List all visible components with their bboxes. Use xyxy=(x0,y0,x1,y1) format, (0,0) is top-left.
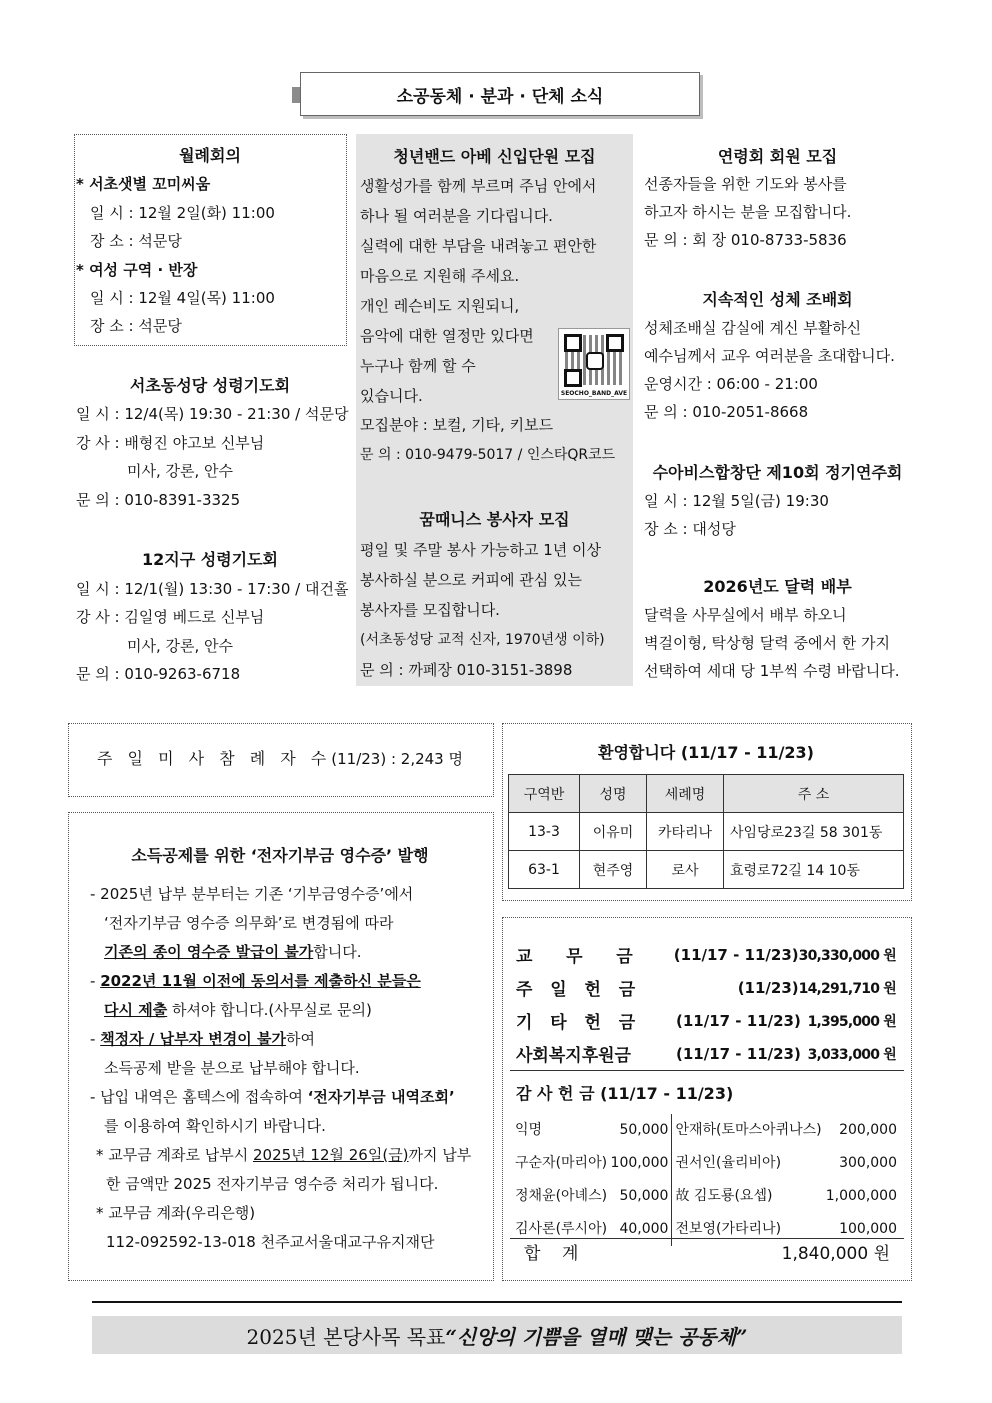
table-cell: 카타리나 xyxy=(647,813,724,851)
volunteer-line: 봉사자를 모집합니다. xyxy=(360,601,500,619)
tax-bullet-4: - 납입 내역은 홈텍스에 접속하여 ‘전자기부금 내역조회’ xyxy=(90,1088,455,1106)
elder-group-title: 연령회 회원 모집 xyxy=(717,147,838,166)
youth-band-line: 누구나 함께 할 수 xyxy=(360,357,476,375)
volunteer-line: 평일 및 주말 봉사 가능하고 1년 이상 xyxy=(360,541,602,559)
donor-name: 권서인(율리비아) xyxy=(675,1155,782,1171)
attendance xyxy=(68,745,492,773)
adoration-line: 운영시간 : 06:00 - 21:00 xyxy=(644,375,818,393)
table-cell: 13-3 xyxy=(509,813,580,851)
table-row xyxy=(509,813,904,851)
instagram-icon xyxy=(586,352,604,370)
donor-name: 故 김도룡(요셉) xyxy=(675,1188,773,1204)
seocho-prayer-speaker: 강 사 : 배형진 야고보 신부님 xyxy=(76,434,265,452)
qr-caption: SEOCHO_BAND_AVE xyxy=(560,390,628,397)
elder-group-line: 선종자들을 위한 기도와 봉사를 xyxy=(644,175,847,193)
monthly-meeting-title: 월례회의 xyxy=(179,146,241,165)
youth-band-line: 개인 레슨비도 지원되니, xyxy=(360,297,520,315)
welcome-table xyxy=(508,774,904,889)
total-divider xyxy=(510,1238,904,1239)
youth-band-title: 청년밴드 아베 신입단원 모집 xyxy=(393,147,596,166)
donor-amount: 100,000 xyxy=(839,1221,897,1237)
table-row xyxy=(514,1147,898,1180)
tax-bullet-3-cont: 소득공제 받을 분으로 납부해야 합니다. xyxy=(104,1059,360,1077)
instagram-qr-code[interactable] xyxy=(558,328,630,400)
table-cell: 이유미 xyxy=(580,813,647,851)
tax-bullet-2-cont: 다시 제출 하셔야 합니다.(사무실로 문의) xyxy=(104,1001,372,1019)
adoration-line: 성체조배실 감실에 계신 부활하신 xyxy=(644,319,862,337)
table-cell: 63-1 xyxy=(509,851,580,889)
choir-concert-line: 장 소 : 대성당 xyxy=(644,520,736,538)
donor-name: 익명 xyxy=(515,1122,543,1138)
finance-row: 기 타 헌 금 (11/17 - 11/23) 1,395,000 원 xyxy=(516,1011,896,1033)
seocho-prayer-program: 미사, 강론, 안수 xyxy=(127,462,234,480)
donor-amount: 40,000 xyxy=(609,1213,672,1246)
table-row xyxy=(509,851,904,889)
table-cell: 효령로72길 14 10동 xyxy=(724,851,904,889)
adoration-title: 지속적인 성체 조배회 xyxy=(702,290,853,309)
table-cell: 사임당로23길 58 301동 xyxy=(724,813,904,851)
total-label: 합 계 xyxy=(524,1244,579,1264)
table-row xyxy=(514,1180,898,1213)
footer-divider xyxy=(92,1301,902,1303)
adoration-line: 예수님께서 교우 여러분을 초대합니다. xyxy=(644,347,895,365)
district12-prayer-contact: 문 의 : 010-9263-6718 xyxy=(76,665,241,683)
elder-group-line: 문 의 : 회 장 010-8733-5836 xyxy=(644,231,847,249)
meeting-group-2-place: 장 소 : 석문당 xyxy=(90,317,182,335)
tax-note-1: * 교무금 계좌로 납부시 2025년 12월 26일(금)까지 납부 xyxy=(96,1146,472,1164)
youth-band-line: 하나 될 여러분을 기다립니다. xyxy=(360,207,553,225)
meeting-group-2-date: 일 시 : 12월 4일(목) 11:00 xyxy=(90,289,275,307)
youth-band-line: 문 의 : 010-9479-5017 / 인스타QR코드 xyxy=(360,447,616,463)
elder-group-line: 하고자 하시는 분을 모집합니다. xyxy=(644,203,852,221)
volunteer-line: (서초동성당 교적 신자, 1970년생 이하) xyxy=(360,632,605,648)
footer-motto: “신앙의 기쁨을 열매 맺는 공동체” xyxy=(445,1324,748,1349)
seocho-prayer-date: 일 시 : 12/4(목) 19:30 - 21:30 / 석문당 xyxy=(76,405,349,423)
tax-note-1-cont: 한 금액만 2025 전자기부금 영수증 처리가 됩니다. xyxy=(106,1175,439,1193)
donation-table xyxy=(514,1114,898,1246)
bank-account: 112-092592-13-018 천주교서울대교구유지재단 xyxy=(106,1233,435,1251)
seocho-prayer-contact: 문 의 : 010-8391-3325 xyxy=(76,491,241,509)
calendar-line: 벽걸이형, 탁상형 달력 중에서 한 가지 xyxy=(644,634,890,652)
volunteer-title: 꿈때니스 봉사자 모집 xyxy=(419,510,570,529)
welcome-title: 환영합니다 (11/17 - 11/23) xyxy=(597,743,814,762)
footer-prefix: 2025년 본당사목 목표 xyxy=(246,1324,446,1349)
donor-name: 구순자(마리아) xyxy=(515,1155,608,1171)
adoration-line: 문 의 : 010-2051-8668 xyxy=(644,403,809,421)
district12-prayer-program: 미사, 강론, 안수 xyxy=(127,637,234,655)
finance-divider xyxy=(510,1070,904,1071)
column-header: 성명 xyxy=(580,775,647,813)
column-header: 세례명 xyxy=(647,775,724,813)
seocho-prayer-title: 서초동성당 성령기도회 xyxy=(129,376,291,395)
youth-band-line: 음악에 대한 열정만 있다면 xyxy=(360,327,534,345)
district12-prayer-title: 12지구 성령기도회 xyxy=(141,550,279,569)
finance-row: 교 무 금 (11/17 - 11/23) 30,330,000 원 xyxy=(516,945,896,967)
donor-name: 전보영(가타리나) xyxy=(675,1221,782,1237)
tax-note-2: * 교무금 계좌(우리은행) xyxy=(96,1204,256,1222)
tax-bullet-1: - 2025년 납부 분부터는 기존 ‘기부금영수증’에서 xyxy=(90,885,414,903)
total-amount: 1,840,000 원 xyxy=(781,1244,890,1264)
finance-row: 주 일 헌 금 (11/23) 14,291,710 원 xyxy=(516,978,896,1000)
volunteer-line: 문 의 : 까페장 010-3151-3898 xyxy=(360,661,573,679)
district12-prayer-date: 일 시 : 12/1(월) 13:30 - 17:30 / 대건홀 xyxy=(76,580,349,598)
tax-receipt-title: 소득공제를 위한 ‘전자기부금 영수증’ 발행 xyxy=(131,846,429,865)
thanks-offering-title: 감 사 헌 금 (11/17 - 11/23) xyxy=(516,1084,734,1103)
finance-summary xyxy=(516,938,896,1070)
youth-band-line: 마음으로 지원해 주세요. xyxy=(360,267,520,285)
district12-prayer-speaker: 강 사 : 김일영 베드로 신부님 xyxy=(76,608,265,626)
table-header-row xyxy=(509,775,904,813)
tax-bullet-2: - 2022년 11월 이전에 동의서를 제출하신 분들은 xyxy=(90,972,421,990)
column-header: 주 소 xyxy=(724,775,904,813)
meeting-group-1-place: 장 소 : 석문당 xyxy=(90,232,182,250)
donor-amount: 50,000 xyxy=(609,1180,672,1213)
meeting-group-1-date: 일 시 : 12월 2일(화) 11:00 xyxy=(90,204,275,222)
calendar-line: 달력을 사무실에서 배부 하오니 xyxy=(644,606,847,624)
donor-name: 안재하(토마스아퀴나스) xyxy=(675,1122,822,1138)
donor-name: 김사론(루시아) xyxy=(515,1221,608,1237)
attendance-value: (11/23) : 2,243 명 xyxy=(331,750,463,768)
tax-bullet-1-cont: ‘전자기부금 영수증 의무화’로 변경됨에 따라 xyxy=(104,914,394,932)
donor-amount: 50,000 xyxy=(609,1114,672,1147)
attendance-label: 주 일 미 사 참 례 자 수 xyxy=(97,749,332,768)
table-cell: 현주영 xyxy=(580,851,647,889)
tax-bullet-3: - 책정자 / 납부자 변경이 불가하여 xyxy=(90,1030,315,1048)
column-header: 구역반 xyxy=(509,775,580,813)
calendar-line: 선택하여 세대 당 1부씩 수령 바랍니다. xyxy=(644,662,900,680)
youth-band-line: 있습니다. xyxy=(360,387,423,405)
footer-motto-bar xyxy=(92,1316,902,1354)
choir-concert-title: 수아비스합창단 제10회 정기연주회 xyxy=(652,463,903,482)
meeting-group-1: * 서초샛별 꼬미씨움 xyxy=(76,175,211,193)
donor-name: 정채윤(아녜스) xyxy=(515,1188,608,1204)
tax-bullet-4-cont: 를 이용하여 확인하시기 바랍니다. xyxy=(104,1117,326,1135)
youth-band-line: 실력에 대한 부담을 내려놓고 편안한 xyxy=(360,237,597,255)
donor-amount: 300,000 xyxy=(839,1155,897,1171)
youth-band-line: 모집분야 : 보컬, 기타, 키보드 xyxy=(360,416,554,434)
donor-amount: 100,000 xyxy=(609,1147,672,1180)
volunteer-line: 봉사하실 분으로 커피에 관심 있는 xyxy=(360,571,582,589)
meeting-group-2: * 여성 구역 · 반장 xyxy=(76,261,198,279)
donor-amount: 1,000,000 xyxy=(825,1188,897,1204)
donor-amount: 200,000 xyxy=(839,1122,897,1138)
finance-row: 사회복지후원금 (11/17 - 11/23) 3,033,000 원 xyxy=(516,1044,896,1066)
table-cell: 로사 xyxy=(647,851,724,889)
youth-band-line: 생활성가를 함께 부르며 주님 안에서 xyxy=(360,177,597,195)
choir-concert-line: 일 시 : 12월 5일(금) 19:30 xyxy=(644,492,829,510)
calendar-title: 2026년도 달력 배부 xyxy=(703,577,852,596)
table-row xyxy=(514,1114,898,1147)
section-title: 소공동체 · 분과 · 단체 소식 xyxy=(300,72,700,116)
tax-bullet-1-cont: 기존의 종이 영수증 발급이 불가합니다. xyxy=(104,943,362,961)
